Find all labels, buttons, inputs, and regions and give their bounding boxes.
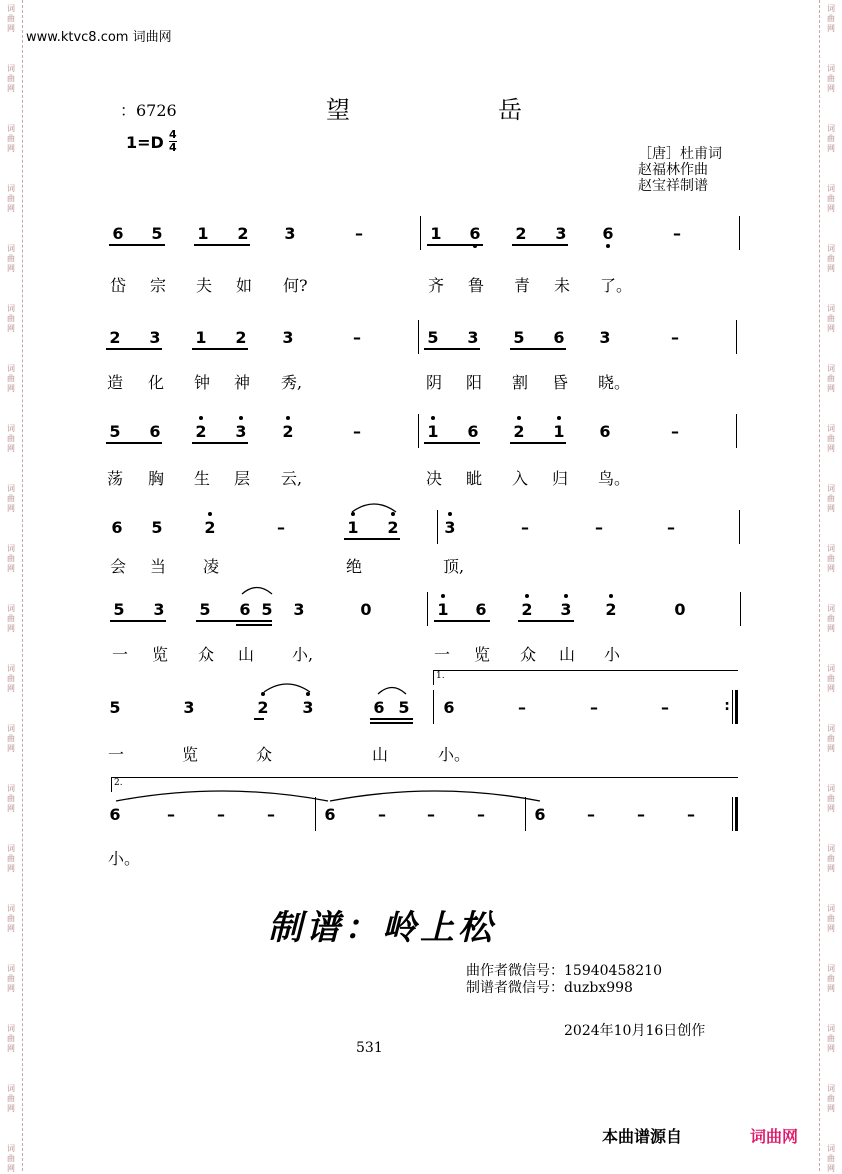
- note: 1: [437, 600, 449, 619]
- note: 3: [153, 600, 165, 619]
- note: 6: [602, 224, 614, 243]
- note: 5: [151, 518, 163, 537]
- note: 2: [235, 328, 247, 347]
- arranger-wechat: 制谱者微信号：duzbx998: [466, 980, 633, 996]
- note: 6: [239, 600, 251, 619]
- watermark-mark: 词 曲 网: [827, 784, 835, 813]
- note: 2: [387, 518, 399, 537]
- note: –: [217, 805, 225, 824]
- note: 1: [195, 328, 207, 347]
- creation-date: 2024年10月16日创作: [564, 1023, 706, 1039]
- lyric: 层: [234, 469, 251, 488]
- lyric: 夫: [196, 276, 213, 295]
- note: –: [355, 224, 363, 243]
- note: –: [378, 805, 386, 824]
- repeat-dots: :: [724, 698, 730, 714]
- watermark-mark: 词 曲 网: [7, 904, 15, 933]
- lyric: 钟: [194, 373, 211, 392]
- lyric: 绝: [346, 557, 363, 576]
- note: 3: [599, 328, 611, 347]
- note: 6: [112, 224, 124, 243]
- lyric: 何?: [283, 276, 308, 295]
- time-signature: $\frac{4}{4}$: [169, 128, 177, 154]
- watermark-mark: 词 曲 网: [827, 844, 835, 873]
- lyric: 割: [512, 373, 529, 392]
- note: 5: [109, 698, 121, 717]
- song-code: ：6726: [120, 101, 177, 120]
- note: 6: [469, 224, 481, 243]
- watermark-mark: 词 曲 网: [7, 364, 15, 393]
- note: –: [521, 518, 529, 537]
- watermark-mark: 词 曲 网: [7, 184, 15, 213]
- composer-wechat: 曲作者微信号：15940458210: [466, 963, 662, 979]
- note: 6: [534, 805, 546, 824]
- lyric: 造: [107, 373, 124, 392]
- watermark-mark: 词 曲 网: [7, 1144, 15, 1173]
- lyric: 秀,: [281, 373, 303, 392]
- left-watermark-strip: [0, 0, 23, 1171]
- lyric: 神: [234, 373, 251, 392]
- note: 3: [183, 698, 195, 717]
- lyric: 眦: [466, 469, 483, 488]
- lyric: 会: [110, 557, 127, 576]
- note: 3: [560, 600, 572, 619]
- note: 3: [302, 698, 314, 717]
- song-title-char-2: 岳: [498, 96, 522, 124]
- tie-mark: [114, 787, 330, 803]
- note: 2: [237, 224, 249, 243]
- note: 2: [605, 600, 617, 619]
- watermark-mark: 词 曲 网: [827, 364, 835, 393]
- note: 2: [109, 328, 121, 347]
- lyricist-credit: ［唐］杜甫词: [638, 146, 722, 162]
- song-title-char-1: 望: [326, 96, 350, 124]
- note: 1: [553, 422, 565, 441]
- lyric: 荡: [107, 469, 124, 488]
- composer-credit: 赵福林作曲: [638, 162, 708, 178]
- lyric: 览: [182, 745, 199, 764]
- watermark-mark: 词 曲 网: [7, 484, 15, 513]
- note: –: [167, 805, 175, 824]
- arranger-credit: 赵宝祥制谱: [638, 178, 708, 194]
- note: 2: [282, 422, 294, 441]
- note: 6: [149, 422, 161, 441]
- slur-mark: [376, 684, 408, 696]
- brand-logo[interactable]: 词曲网: [750, 1127, 799, 1146]
- note: –: [477, 805, 485, 824]
- watermark-mark: 词 曲 网: [827, 964, 835, 993]
- watermark-mark: 词 曲 网: [827, 904, 835, 933]
- lyric: 小,: [292, 645, 314, 664]
- note: 3: [282, 328, 294, 347]
- note: 6: [373, 698, 385, 717]
- lyric: 了。: [600, 276, 633, 295]
- note: –: [427, 805, 435, 824]
- note: 3: [284, 224, 296, 243]
- note: –: [587, 805, 595, 824]
- note: 5: [199, 600, 211, 619]
- watermark-mark: 词 曲 网: [7, 724, 15, 753]
- watermark-mark: 词 曲 网: [827, 184, 835, 213]
- lyric: 化: [148, 373, 165, 392]
- watermark-mark: 词 曲 网: [827, 484, 835, 513]
- note: 6: [553, 328, 565, 347]
- watermark-mark: 词 曲 网: [7, 244, 15, 273]
- note: 1: [347, 518, 359, 537]
- watermark-mark: 词 曲 网: [827, 1084, 835, 1113]
- volta-1-bracket: 1.: [433, 670, 738, 685]
- lyric: 青: [514, 276, 531, 295]
- note: 6: [324, 805, 336, 824]
- note: 6: [111, 518, 123, 537]
- watermark-mark: 词 曲 网: [827, 124, 835, 153]
- note: –: [277, 518, 285, 537]
- note: 2: [513, 422, 525, 441]
- watermark-mark: 词 曲 网: [7, 544, 15, 573]
- note: 5: [109, 422, 121, 441]
- note: 6: [443, 698, 455, 717]
- note: –: [590, 698, 598, 717]
- note: –: [687, 805, 695, 824]
- lyric: 鸟。: [598, 469, 631, 488]
- watermark-mark: 词 曲 网: [7, 844, 15, 873]
- lyric: 晓。: [598, 373, 631, 392]
- note: 2: [204, 518, 216, 537]
- watermark-mark: 词 曲 网: [827, 724, 835, 753]
- lyric: 如: [236, 276, 253, 295]
- source-label: 本曲谱源自: [602, 1127, 683, 1146]
- right-watermark-strip: [819, 0, 842, 1171]
- lyric: 云,: [281, 469, 303, 488]
- lyric: 阳: [466, 373, 483, 392]
- note: 0: [674, 600, 686, 619]
- watermark-mark: 词 曲 网: [827, 4, 835, 33]
- lyric: 鲁: [468, 276, 485, 295]
- note: –: [671, 328, 679, 347]
- note: 3: [235, 422, 247, 441]
- watermark-mark: 词 曲 网: [7, 1024, 15, 1053]
- lyric: 众: [520, 645, 537, 664]
- lyric: 昏: [552, 373, 569, 392]
- watermark-mark: 词 曲 网: [7, 64, 15, 93]
- lyric: 齐: [428, 276, 445, 295]
- note: 2: [515, 224, 527, 243]
- note: 3: [149, 328, 161, 347]
- lyric: 山: [559, 645, 576, 664]
- note: 2: [257, 698, 269, 717]
- slur-mark: [240, 584, 274, 596]
- note: 2: [521, 600, 533, 619]
- lyric: 小。: [108, 849, 141, 868]
- note: –: [267, 805, 275, 824]
- lyric: 山: [372, 745, 389, 764]
- watermark-mark: 词 曲 网: [7, 664, 15, 693]
- lyric: 山: [238, 645, 255, 664]
- watermark-mark: 词 曲 网: [7, 604, 15, 633]
- lyric: 入: [512, 469, 529, 488]
- lyric: 宗: [150, 276, 167, 295]
- watermark-mark: 词 曲 网: [827, 604, 835, 633]
- note: 3: [555, 224, 567, 243]
- page-number: 531: [356, 1040, 383, 1056]
- slur-mark: [350, 500, 398, 514]
- note: 6: [475, 600, 487, 619]
- watermark-mark: 词 曲 网: [827, 424, 835, 453]
- note: 5: [398, 698, 410, 717]
- note: 3: [467, 328, 479, 347]
- watermark-mark: 词 曲 网: [7, 964, 15, 993]
- note: 1: [430, 224, 442, 243]
- note: 2: [195, 422, 207, 441]
- watermark-mark: 词 曲 网: [7, 4, 15, 33]
- watermark-mark: 词 曲 网: [7, 1084, 15, 1113]
- lyric: 一: [434, 645, 451, 664]
- note: 5: [151, 224, 163, 243]
- slur-mark: [262, 680, 312, 694]
- note: –: [518, 698, 526, 717]
- note: –: [661, 698, 669, 717]
- lyric: 顶,: [443, 557, 465, 576]
- note: –: [353, 422, 361, 441]
- lyric: 归: [552, 469, 569, 488]
- note: 6: [467, 422, 479, 441]
- watermark-mark: 词 曲 网: [827, 1024, 835, 1053]
- note: 5: [513, 328, 525, 347]
- watermark-mark: 词 曲 网: [827, 664, 835, 693]
- note: 1: [197, 224, 209, 243]
- note: 6: [109, 805, 121, 824]
- lyric: 小。: [438, 745, 471, 764]
- lyric: 阴: [426, 373, 443, 392]
- lyric: 当: [150, 557, 167, 576]
- lyric: 决: [426, 469, 443, 488]
- watermark-mark: 词 曲 网: [7, 424, 15, 453]
- note: –: [673, 224, 681, 243]
- watermark-mark: 词 曲 网: [827, 1144, 835, 1173]
- watermark-mark: 词 曲 网: [7, 784, 15, 813]
- tie-mark: [328, 787, 542, 803]
- note: 6: [599, 422, 611, 441]
- watermark-mark: 词 曲 网: [7, 124, 15, 153]
- lyric: 一: [112, 645, 129, 664]
- lyric: 小: [604, 645, 621, 664]
- note: –: [667, 518, 675, 537]
- arranger-signature: 制谱：岭上松: [268, 908, 496, 948]
- lyric: 未: [554, 276, 571, 295]
- note: –: [671, 422, 679, 441]
- watermark-mark: 词 曲 网: [827, 244, 835, 273]
- lyric: 岱: [110, 276, 127, 295]
- note: 3: [444, 518, 456, 537]
- lyric: 览: [474, 645, 491, 664]
- note: 0: [360, 600, 372, 619]
- lyric: 一: [108, 745, 125, 764]
- note: 3: [293, 600, 305, 619]
- key-signature: 1=D: [126, 133, 164, 152]
- lyric: 众: [198, 645, 215, 664]
- lyric: 生: [194, 469, 211, 488]
- site-url[interactable]: www.ktvc8.com 词曲网: [26, 30, 172, 45]
- note: 5: [427, 328, 439, 347]
- note: –: [595, 518, 603, 537]
- watermark-mark: 词 曲 网: [7, 304, 15, 333]
- lyric: 胸: [148, 469, 165, 488]
- volta-2-bracket: 2.: [111, 777, 738, 792]
- note: –: [637, 805, 645, 824]
- watermark-mark: 词 曲 网: [827, 64, 835, 93]
- watermark-mark: 词 曲 网: [827, 544, 835, 573]
- note: 5: [261, 600, 273, 619]
- lyric: 览: [152, 645, 169, 664]
- lyric: 众: [256, 745, 273, 764]
- lyric: 凌: [203, 557, 220, 576]
- note: –: [353, 328, 361, 347]
- note: 1: [427, 422, 439, 441]
- note: 5: [113, 600, 125, 619]
- watermark-mark: 词 曲 网: [827, 304, 835, 333]
